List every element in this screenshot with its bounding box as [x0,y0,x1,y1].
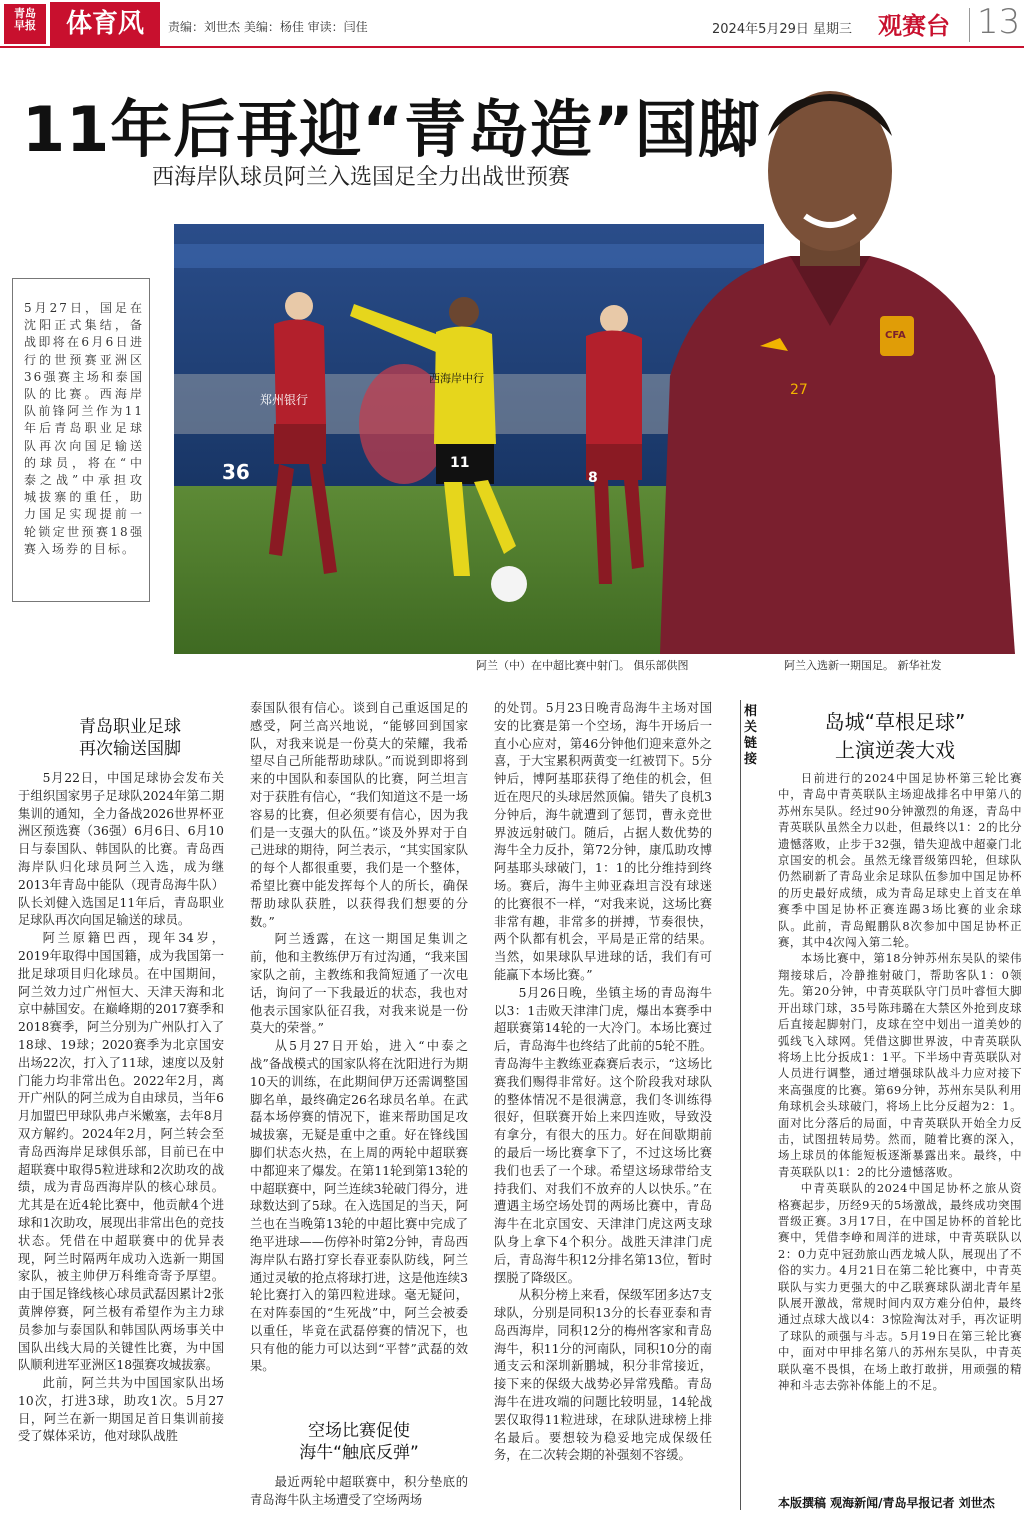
football [491,566,527,602]
kit-number: 27 [790,382,808,398]
intro-text: 5月27日，国足在沈阳正式集结，备战即将在6月6日进行的世预赛亚洲区36强赛主场和泰国队的比赛。西海岸队前锋阿兰作为11年后青岛职业足球队再次向国足输送的球员，将在“中泰之战”中承担攻城拔寨的重任，助力国足实现提前一轮锁定世预赛18强赛入场券的目标。 [24,301,144,556]
issue-date: 2024年5月29日 星期三 [712,22,853,37]
paragraph: 日前进行的2024中国足协杯第三轮比赛中，青岛中青英联队主场迎战排名中甲第八的苏州东吴队。经过90分钟激烈的角逐，青岛中青英联队虽然全力以赴，但最终以1：2的比分遗憾落败，止步于32强，错失迎战中超豪门北京国安的机会。虽然无缘晋级第四轮，但球队仍然刷新了青岛业余足球队伍参加中国足协杯的历史最好成绩，成为青岛足球史上首支在单赛季中国足协杯正赛连踢3场比赛的业余球队。此前，青岛鲲鹏队8次参加中国足协杯正赛，其中4次闯入第二轮。 [778,771,1022,950]
paragraph: 的处罚。5月23日晚青岛海牛主场对国安的比赛是第一个空场，海牛开场后一直小心应对，第46分钟他们迎来意外之喜，于大宝累积两黄变一红被罚下。5分钟后，博阿基耶获得了绝佳的机会，但近在咫尺的头球居然顶偏。错失了良机3分钟后，海牛就遭到了惩罚，曹永竞世界波远射破门。随后，占据人数优势的海牛全力反扑，第72分钟，康瓜助攻博阿基耶头球破门，1：1的比分维持到终场。赛后，海牛主帅亚森坦言没有球迷的比赛很不一样，“对我来说，这场比赛非常有趣，非常多的拼搏，节奏很快，两个队都有机会，平局是正常的结果。当然，如果球队早进球的话，我们有可能赢下本场比赛。” [494,701,712,982]
column-name: 观赛台 [878,12,950,40]
related-byline: 本版撰稿 观海新闻/青岛早报记者 刘世杰 [778,1496,995,1510]
yellow-sponsor: 西海岸中行 [429,372,484,385]
page-subheadline: 西海岸队球员阿兰入选国足全力出战世预赛 [152,165,571,190]
logo-line-2: 早报 [14,19,36,32]
paragraph: 阿兰透露，在这一期国足集训之前，他和主教练伊万有过沟通，“我来国家队之前，主教练和我简短通了一次电话，询问了一下我最近的状态，我也对他表示国家队征召我，对我来说是一份莫大的荣誉。” [250,932,468,1036]
subhead-1: 青岛职业足球 再次输送国脚 [79,717,181,759]
body-column-1 [18,770,224,1446]
related-title: 岛城“草根足球” 上演逆袭大戏 [824,710,966,762]
paragraph: 最近两轮中超联赛中，积分垫底的青岛海牛队主场遭受了空场两场 [250,1475,468,1507]
body-column-3 [494,700,712,1465]
match-photo-caption: 阿兰（中）在中超比赛中射门。 俱乐部供图 [476,659,689,672]
header-rule [0,46,1024,48]
subhead-2: 空场比赛促使 海牛“触底反弹” [299,1421,419,1463]
jersey-number-36: 36 [222,460,250,484]
paragraph: 本场比赛中，第18分钟苏州东吴队的梁伟翔接球后，冷静推射破门，帮助客队1：0领先。第20分钟，中青英联队守门员叶睿恒大脚开出球门球，35号陈玮璐在大禁区外抢到皮球后直接起脚射门，皮球在空中划出一道美妙的弧线飞入球网。凭借这脚世界波，中青英联队将场上比分扳成1：1平。下半场中青英联队对人员进行调整，通过增强球队战斗力应对接下来高强度的比赛。第69分钟，苏州东吴队利用角球机会头球破门，将场上比分反超为2：1。面对比分落后的局面，中青英联队开始全力反击，试图扭转局势。然而，随着比赛的深入，场上球员的体能短板逐渐暴露出来。最终，中青英联队以1：2的比分遗憾落败。 [778,951,1022,1179]
logo-line-1: 青岛 [14,7,36,20]
paragraph: 阿兰原籍巴西，现年34岁，2019年取得中国国籍，成为我国第一批足球项目归化球员。在中国期间，阿兰效力过广州恒大、天津天海和北京中赫国安。在巅峰期的2017赛季和2018赛季，阿兰分别为广州队打入了18球、19球；2020赛季为北京国安出场22次，打入了11球，速度以及射门能力均非常出色。2022年2月，离开广州队的阿兰成为自由球员，当年6月加盟巴甲球队弗卢米嫩塞，去年8月双方解约。2024年2月，阿兰转会至青岛西海岸足球俱乐部，目前已在中超联赛中取得5粒进球和2次助攻的战绩，成为青岛西海岸队的核心球员。尤其是在近4轮比赛中，他贡献4个进球和1次助攻，展现出非常出色的竞技状态。凭借在中超联赛中的优异表现，阿兰时隔两年成功入选新一期国家队，被主帅伊万科维奇寄予厚望。由于国足锋线核心球员武磊因累计2张黄牌停赛，阿兰极有希望作为主力球员参加与泰国队和韩国队两场事关中国队出线大局的关键性比赛，为中国队顺利进军亚洲区18强赛攻城拔寨。 [18,931,224,1373]
page-number: 13 [977,2,1021,42]
related-body [778,770,1022,1393]
paragraph: 5月22日，中国足球协会发布关于组织国家男子足球队2024年第二期集训的通知，全力备战2026世界杯亚洲区预选赛（36强）6月6日、6月10日与泰国队、韩国队的比赛。青岛西海岸队归化球员阿兰入选，成为继2013年青岛中能队（现青岛海牛队）队长刘健入选国足11年后，青岛职业足球队再次向国足输送的球员。 [18,771,224,928]
paragraph: 泰国队很有信心。谈到自己重返国足的感受，阿兰高兴地说，“能够回到国家队，对我来说是一份莫大的荣耀，我希望尽自己所能帮助球队。”而说到即将到来的中国队和泰国队的比赛，阿兰坦言对于获胜有信心，“我们知道这不是一场容易的比赛，但必须要有信心，因为我们是一支强大的队伍。”谈及外界对于自己进球的期待，阿兰表示，“其实国家队的每个人都很重要，我们是一个整体，希望比赛中能发挥每个人的所长，确保帮助球队获胜，以获得我们想要的分数。” [250,701,468,929]
jersey-number-11: 11 [450,455,470,471]
newspaper-logo [4,4,46,44]
body-column-2 [250,700,468,1376]
red-sponsor-left: 郑州银行 [260,393,309,407]
cfa-crest-label: CFA [885,330,906,341]
portrait-photo-caption: 阿兰入选新一期国足。 新华社发 [784,659,942,672]
body-column-2-continued [250,1474,468,1510]
paragraph: 从5月27日开始，进入“中泰之战”备战模式的国家队将在沈阳进行为期10天的训练，在此期间伊万还需调整国脚名单，最终确定26名球员名单。在武磊本场停赛的情况下，谁来帮助国足攻城拔寨，无疑是重中之重。好在锋线国脚们状态火热，在上周的两轮中超联赛中都迎来了爆发。在第11轮到第13轮的中超联赛中，阿兰连续3轮破门得分，进球数达到了5球。在入选国足的当天，阿兰也在当晚第13轮的中超比赛中完成了绝平进球——伤停补时第2分钟，青岛西海岸队右路打穿长春亚泰队防线，阿兰通过灵敏的抢点将球打进，这是他连续3轮比赛打入的第四粒进球。毫无疑问，在对阵泰国的“生死战”中，阿兰会被委以重任，毕竟在武磊停赛的情况下，也只有他的能力可以达到“平替”武磊的效果。 [250,1039,468,1374]
paragraph: 5月26日晚，坐镇主场的青岛海牛以3：1击败天津津门虎，爆出本赛季中超联赛第14轮的一大冷门。本场比赛过后，青岛海牛也终结了此前的5轮不胜。青岛海牛主教练亚森赛后表示，“这场比赛我们赐得非常好。这个阶段我对球队的整体情况不是很满意，我们冬训练得很好，但联赛开始上来四连败，导致没有拿分，有很大的压力。好在间歇期前的最后一场比赛拿下了，不过这场比赛我们也丢了一个球。希望这场球带给支持我们、对我们不放弃的人以快乐。”在遭遇主场空场处罚的两场比赛中，青岛海牛在北京国安、天津津门虎这两支球队身上拿下4个积分。战胜天津津门虎后，青岛海牛积12分排名第13位，暂时摆脱了降级区。 [494,985,712,1285]
paragraph: 此前，阿兰共为中国国家队出场10次，打进3球，助攻1次。5月27日，阿兰在新一期国足首日集训前接受了媒体采访，他对球队战胜 [18,1376,224,1444]
editor-credits: 责编：刘世杰 美编：杨佳 审读：闫佳 [168,20,368,34]
related-label: 相关链接 [744,704,758,767]
related-divider [740,700,741,1510]
jersey-number-8: 8 [588,470,598,486]
page-headline: 11年后再迎“青岛造”国脚 [22,93,761,166]
header-divider [969,8,970,42]
paragraph: 从积分榜上来看，保级军团多达7支球队，分别是同积13分的长春亚泰和青岛西海岸，同积12分的梅州客家和青岛海牛，积11分的河南队，同积10分的南通支云和深圳新鹏城，积分非常接近，接下来的保级大战势必异常残酷。青岛海牛在进攻端的问题比较明显，14轮战罢仅取得11粒进球，在球队进球榜上排名最后。要想较为稳妥地完成保级任务，在二次转会期的补强刻不容缓。 [494,1288,712,1463]
paragraph: 中青英联队的2024中国足协杯之旅从资格赛起步，历经9天的5场激战，最终成功突围晋级正赛。3月17日，在中国足协杯的首轮比赛中，凭借李峥和周洋的进球，中青英联队以2：0力克中冠劲旅山西龙城人队，展现出了不俗的实力。4月21日在第二轮比赛中，中青英联队与实力更强大的中乙联赛球队湖北青年星队展开激战，常规时间内双方难分伯仲，最终通过点球大战以4：3惊险淘汰对手，再次证明了球队的顽强与斗志。5月19日在第三轮比赛中，面对中甲排名第八的苏州东吴队，中青英联队毫不畏惧，在场上敢打敢拼，用顽强的精神和斗志去弥补体能上的不足。 [778,1181,1022,1393]
section-name: 体育风 [50,2,160,46]
